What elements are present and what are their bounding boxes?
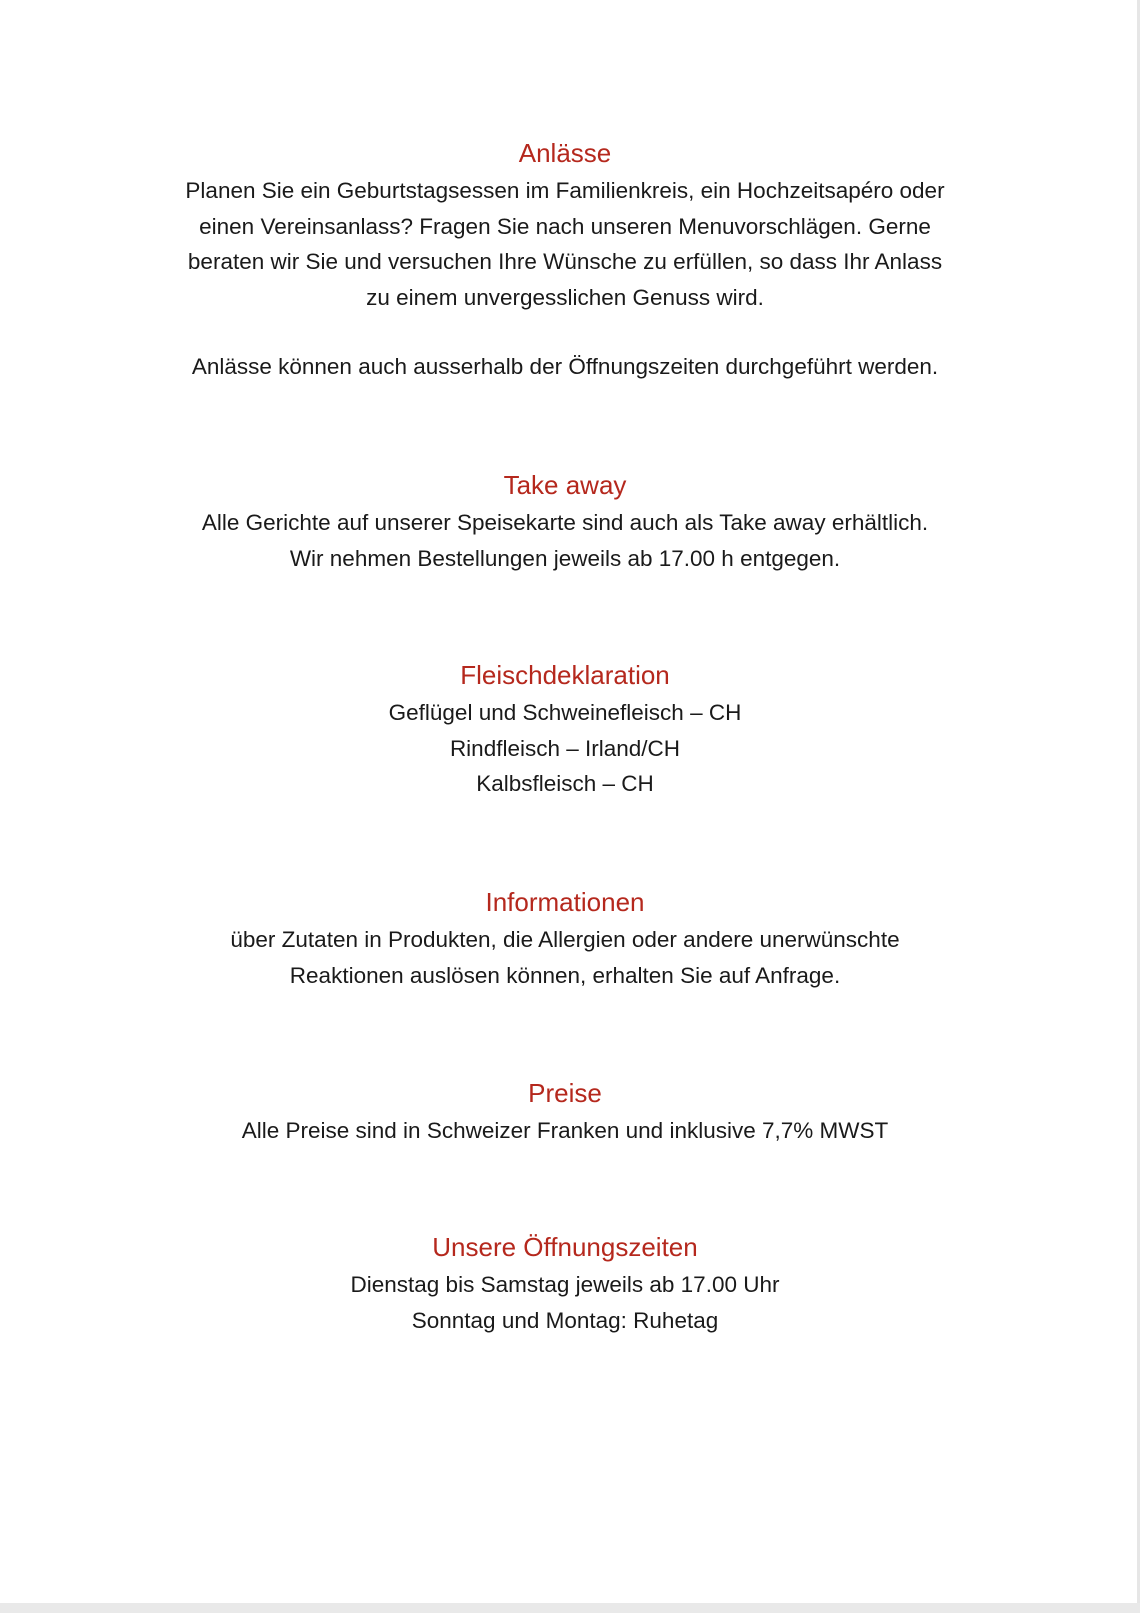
section-text-line: Dienstag bis Samstag jeweils ab 17.00 Uhr	[350, 1272, 780, 1297]
section-text-line: über Zutaten in Produkten, die Allergien oder andere unerwünschte	[230, 927, 900, 952]
section-text-line: Sonntag und Montag: Ruhetag	[411, 1307, 719, 1333]
section-informationen	[110, 884, 1020, 993]
section-note: Anlässe können auch ausserhalb der Öffnungszeiten durchgeführt werden.	[191, 354, 939, 379]
section-text-line: Geflügel und Schweinefleisch – CH	[388, 700, 742, 725]
section-oeffnungszeiten	[110, 1229, 1020, 1338]
section-title: Preise	[528, 1078, 602, 1108]
section-text-line: Wir nehmen Bestellungen jeweils ab 17.00 h entgegen.	[289, 545, 841, 571]
section-take-away	[110, 467, 1020, 576]
section-text-line: zu einem unvergesslichen Genuss wird.	[366, 284, 764, 310]
section-title: Informationen	[485, 887, 645, 917]
section-text-line: Rindfleisch – Irland/CH	[449, 735, 681, 761]
section-text-line: Alle Preise sind in Schweizer Franken und inklusive 7,7% MWST	[241, 1118, 889, 1143]
section-text-line: einen Vereinsanlass? Fragen Sie nach unseren Menuvorschlägen. Gerne	[199, 213, 931, 239]
page-edge-bottom	[0, 1603, 1140, 1613]
section-title: Anlässe	[518, 138, 612, 168]
section-preise	[110, 1075, 1020, 1149]
section-anlaesse	[110, 135, 1020, 385]
section-fleischdeklaration	[110, 657, 1020, 802]
section-text-line: Planen Sie ein Geburtstagsessen im Familienkreis, ein Hochzeitsapéro oder	[185, 178, 945, 203]
paragraph-gap	[110, 315, 1020, 349]
section-title: Fleischdeklaration	[460, 660, 670, 690]
section-text-line: Alle Gerichte auf unserer Speisekarte sind auch als Take away erhältlich.	[201, 510, 929, 535]
section-text-line: Kalbsfleisch – CH	[476, 771, 654, 796]
section-text-line: Reaktionen auslösen können, erhalten Sie auf Anfrage.	[289, 962, 841, 988]
section-text-line: beraten wir Sie und versuchen Ihre Wünsche zu erfüllen, so dass Ihr Anlass	[187, 249, 943, 274]
section-title: Unsere Öffnungszeiten	[432, 1232, 698, 1262]
section-title: Take away	[503, 470, 627, 500]
